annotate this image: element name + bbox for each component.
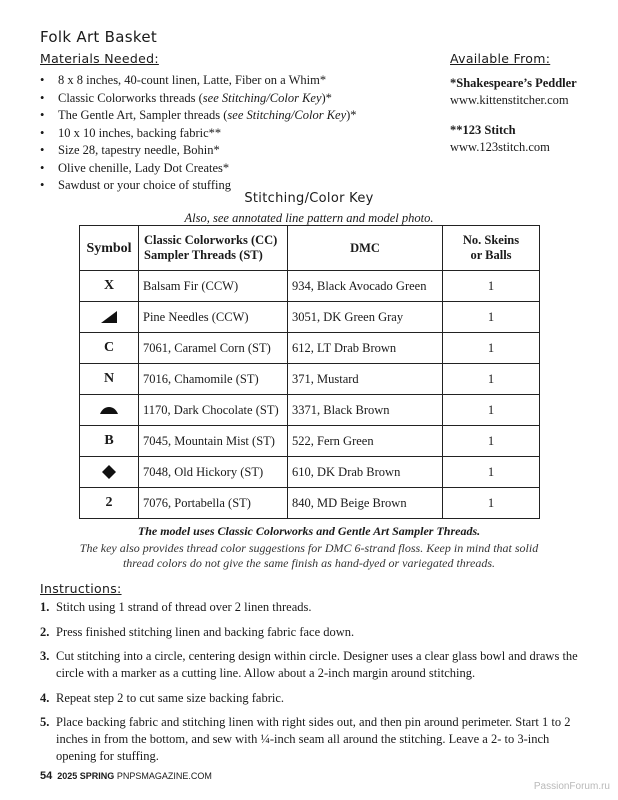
step-number: 2. <box>40 624 50 639</box>
table-row <box>80 457 540 488</box>
step-number: 4. <box>40 690 50 705</box>
watermark: PassionForum.ru <box>533 781 610 792</box>
magazine-site: PNPSMAGAZINE.COM <box>116 771 212 781</box>
color-key-heading: Stitching/Color Key <box>244 191 374 206</box>
diamond-icon <box>101 464 117 480</box>
materials-item: • 8 x 8 inches, 40-count linen, Latte, Fiber on a Whim* <box>40 72 357 90</box>
dmc-thread-cell: 3051, DK Green Gray <box>288 302 443 333</box>
column-header-classic-colorworks: Classic Colorworks (CC) Sampler Threads (ST) <box>139 226 288 271</box>
skeins-cell: 1 <box>443 395 540 426</box>
dmc-thread-cell: 610, DK Drab Brown <box>288 457 443 488</box>
cc-thread-cell: Pine Needles (CCW) <box>139 302 288 333</box>
table-row <box>80 302 540 333</box>
instructions-list <box>40 599 585 773</box>
cc-thread-cell: 1170, Dark Chocolate (ST) <box>139 395 288 426</box>
skeins-cell: 1 <box>443 488 540 519</box>
cc-thread-cell: 7048, Old Hickory (ST) <box>139 457 288 488</box>
table-row <box>80 271 540 302</box>
table-header-row <box>80 226 540 271</box>
table-row <box>80 488 540 519</box>
issue-season: 2025 SPRING <box>57 771 115 781</box>
page-footer <box>40 770 212 782</box>
step-number: 5. <box>40 715 50 729</box>
cc-thread-cell: 7061, Caramel Corn (ST) <box>139 333 288 364</box>
step-text: Cut stitching into a circle, centering design within circle. Designer uses a clear glass bowl and draws the circle with a marker as a cutting line. Allow about a 2-inch margin around stitching. <box>56 649 578 680</box>
symbol-cell: N <box>80 364 139 395</box>
table-row <box>80 364 540 395</box>
supplier-123-stitch <box>450 122 550 156</box>
cc-thread-cell: 7076, Portabella (ST) <box>139 488 288 519</box>
symbol-cell <box>80 457 139 488</box>
available-heading: Available From: <box>450 51 551 66</box>
supplier-website-link[interactable]: www.kittenstitcher.com <box>450 93 569 107</box>
dome-icon <box>99 405 119 415</box>
supplier-shakespeares-peddler <box>450 75 577 109</box>
page-title: Folk Art Basket <box>40 28 158 46</box>
cc-thread-cell: 7045, Mountain Mist (ST) <box>139 426 288 457</box>
skeins-cell: 1 <box>443 426 540 457</box>
materials-item: • Classic Colorworks threads (see Stitching/Color Key)* <box>40 90 357 108</box>
key-note: The key also provides thread color suggestions for DMC 6-strand floss. Keep in mind that solid thread colors do not give the same finish as hand-dyed or variegated threads. <box>79 541 539 570</box>
step-text: Repeat step 2 to cut same size backing fabric. <box>56 690 285 705</box>
skeins-cell: 1 <box>443 302 540 333</box>
table-row <box>80 426 540 457</box>
symbol-cell <box>80 395 139 426</box>
step-text: Place backing fabric and stitching linen with right sides out, and then pin around perimeter. Start 1 to 2 inches in from the bottom, and sew with ¼-inch seam all around the stitching. Leave a 2- to 3-inch opening for stuffing. <box>56 715 571 763</box>
skeins-cell: 1 <box>443 271 540 302</box>
instructions-heading: Instructions: <box>40 581 122 596</box>
dmc-thread-cell: 522, Fern Green <box>288 426 443 457</box>
materials-item: • Size 28, tapestry needle, Bohin* <box>40 142 357 160</box>
skeins-cell: 1 <box>443 364 540 395</box>
instruction-step <box>40 648 585 682</box>
step-number: 1. <box>40 600 50 614</box>
dmc-thread-cell: 371, Mustard <box>288 364 443 395</box>
table-row <box>80 395 540 426</box>
table-row <box>80 333 540 364</box>
step-text: Stitch using 1 strand of thread over 2 linen threads. <box>56 600 312 614</box>
supplier-name: **123 Stitch <box>450 123 516 137</box>
dmc-thread-cell: 934, Black Avocado Green <box>288 271 443 302</box>
dmc-thread-cell: 3371, Black Brown <box>288 395 443 426</box>
symbol-cell: B <box>80 426 139 457</box>
materials-item: • Sawdust or your choice of stuffing <box>40 177 357 195</box>
color-key-subtitle: Also, see annotated line pattern and model photo. <box>184 211 434 225</box>
step-number: 3. <box>40 649 50 663</box>
instruction-step <box>40 714 585 765</box>
half-square-triangle-icon <box>100 310 118 324</box>
column-header-dmc: DMC <box>288 226 443 271</box>
symbol-cell: 2 <box>80 488 139 519</box>
instruction-step <box>40 690 585 707</box>
materials-list <box>40 72 357 195</box>
instruction-step <box>40 624 585 641</box>
symbol-cell <box>80 302 139 333</box>
materials-item: • 10 x 10 inches, backing fabric** <box>40 125 357 143</box>
cc-thread-cell: Balsam Fir (CCW) <box>139 271 288 302</box>
color-key-table <box>79 225 540 519</box>
skeins-cell: 1 <box>443 333 540 364</box>
page-number: 54 <box>40 770 53 782</box>
model-note: The model uses Classic Colorworks and Gentle Art Sampler Threads. <box>137 524 481 538</box>
symbol-cell: C <box>80 333 139 364</box>
instruction-step <box>40 599 585 616</box>
materials-item: • The Gentle Art, Sampler threads (see Stitching/Color Key)* <box>40 107 357 125</box>
step-text: Press finished stitching linen and backing fabric face down. <box>56 624 355 639</box>
dmc-thread-cell: 840, MD Beige Brown <box>288 488 443 519</box>
cc-thread-cell: 7016, Chamomile (ST) <box>139 364 288 395</box>
symbol-cell: X <box>80 271 139 302</box>
column-header-symbol: Symbol <box>80 226 139 271</box>
materials-item: • Olive chenille, Lady Dot Creates* <box>40 160 357 178</box>
supplier-website-link[interactable]: www.123stitch.com <box>450 140 550 154</box>
column-header-skeins: No. Skeins or Balls <box>443 226 540 271</box>
skeins-cell: 1 <box>443 457 540 488</box>
materials-heading: Materials Needed: <box>40 51 159 66</box>
supplier-name: *Shakespeare’s Peddler <box>450 76 577 90</box>
dmc-thread-cell: 612, LT Drab Brown <box>288 333 443 364</box>
